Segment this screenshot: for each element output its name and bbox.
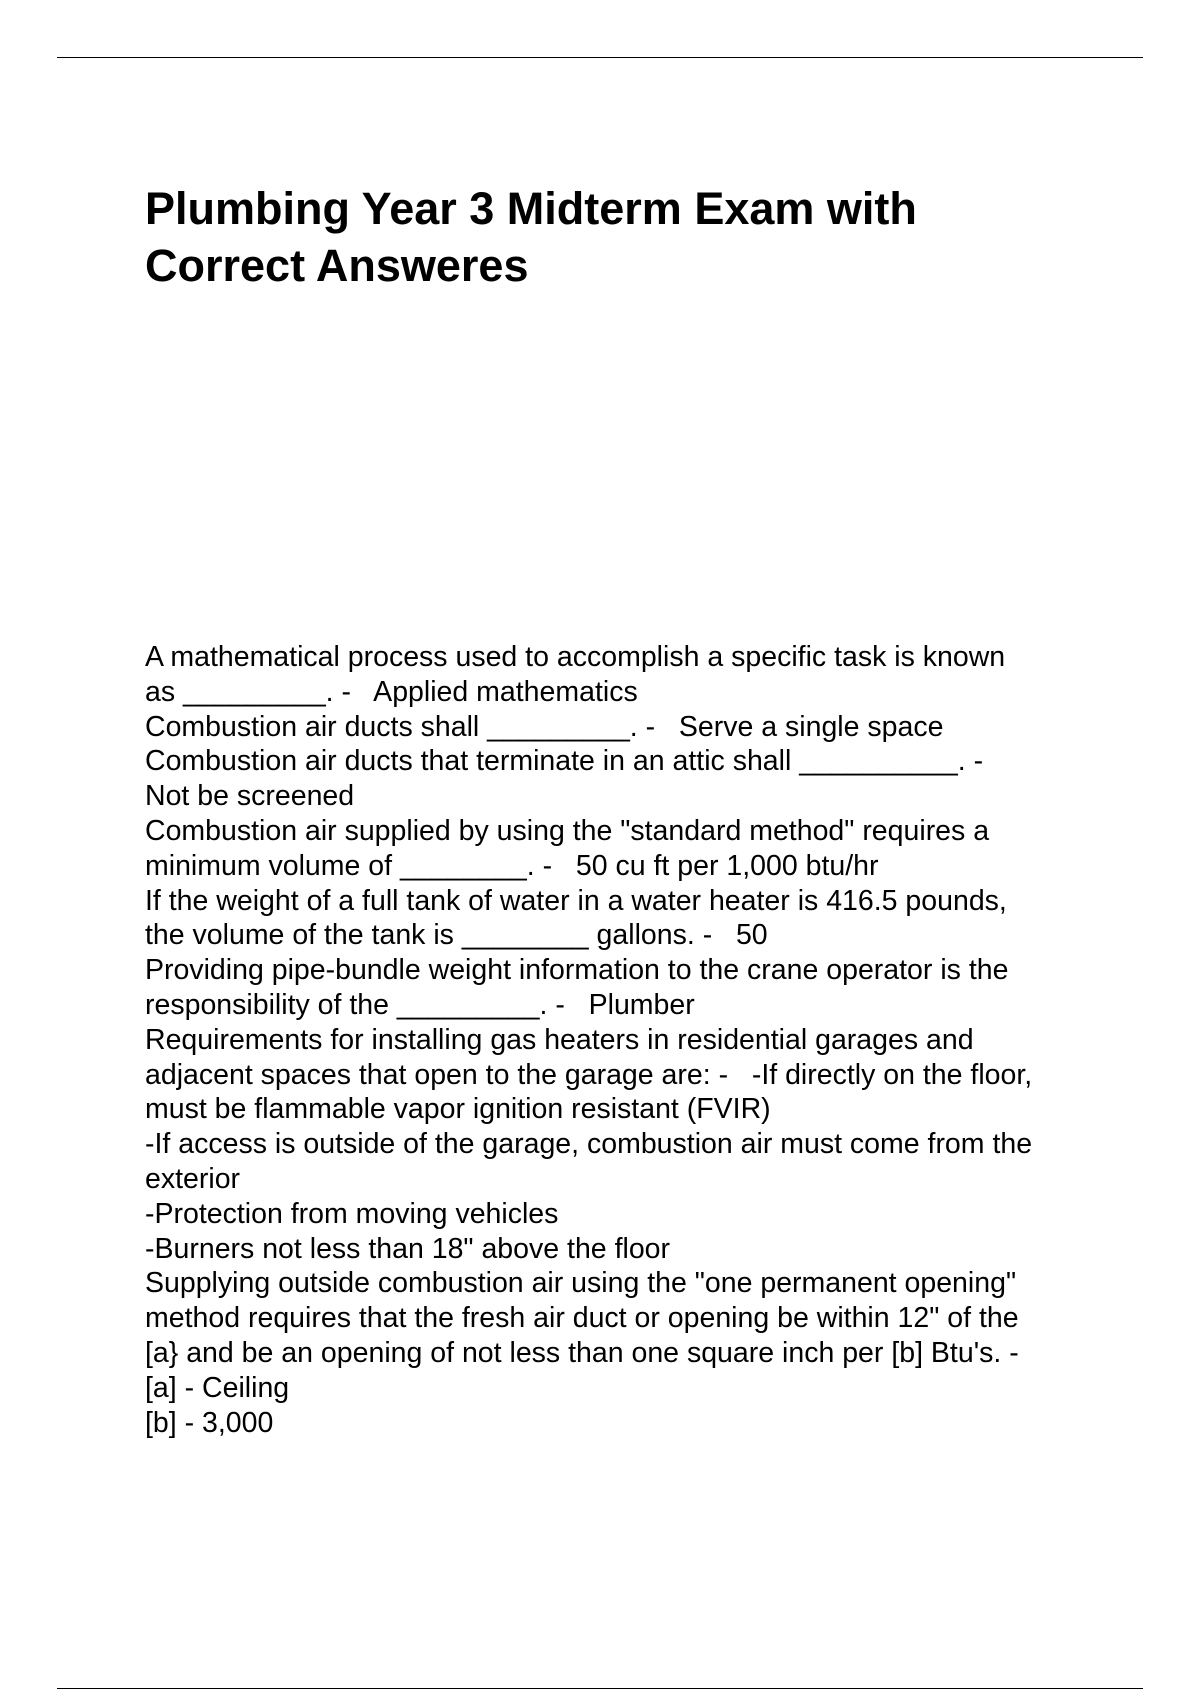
text-line: the volume of the tank is ________ gallons. - 50 <box>145 919 768 952</box>
title-line-1: Plumbing Year 3 Midterm Exam with <box>145 183 917 234</box>
text-line: Combustion air ducts that terminate in an attic shall __________. - <box>145 745 984 778</box>
text-line: responsibility of the _________. - Plumber <box>145 988 695 1021</box>
text-line: minimum volume of ________. - 50 cu ft per 1,000 btu/hr <box>145 849 879 882</box>
document-title <box>145 180 1085 294</box>
text-line: [b] - 3,000 <box>145 1406 274 1439</box>
text-line: as _________. - Applied mathematics <box>145 675 638 708</box>
text-line: Requirements for installing gas heaters in residential garages and <box>145 1023 974 1056</box>
text-line: If the weight of a full tank of water in a water heater is 416.5 pounds, <box>145 884 1007 917</box>
question-answer-list <box>145 640 1095 1440</box>
text-line: Supplying outside combustion air using the "one permanent opening" <box>145 1267 1017 1300</box>
text-line: Not be screened <box>145 780 355 813</box>
top-divider <box>57 57 1143 58</box>
text-line: -Protection from moving vehicles <box>145 1197 559 1230</box>
text-line: -Burners not less than 18" above the floor <box>145 1232 671 1265</box>
text-line: exterior <box>145 1162 241 1195</box>
text-line: method requires that the fresh air duct or opening be within 12" of the <box>145 1302 1019 1335</box>
bottom-divider <box>57 1688 1143 1689</box>
text-line: Combustion air supplied by using the "standard method" requires a <box>145 814 990 847</box>
text-line: Providing pipe-bundle weight information to the crane operator is the <box>145 954 1009 987</box>
text-line: A mathematical process used to accomplish a specific task is known <box>145 641 1006 673</box>
text-line: [a} and be an opening of not less than one square inch per [b] Btu's. - <box>145 1336 1019 1369</box>
text-line: Combustion air ducts shall _________. - Serve a single space <box>145 710 944 743</box>
title-line-2: Correct Answeres <box>145 240 529 291</box>
text-line: must be flammable vapor ignition resistant (FVIR) <box>145 1093 771 1126</box>
text-line: adjacent spaces that open to the garage are: - -If directly on the floor, <box>145 1058 1033 1091</box>
text-line: [a] - Ceiling <box>145 1371 290 1404</box>
text-line: -If access is outside of the garage, combustion air must come from the <box>145 1128 1033 1161</box>
